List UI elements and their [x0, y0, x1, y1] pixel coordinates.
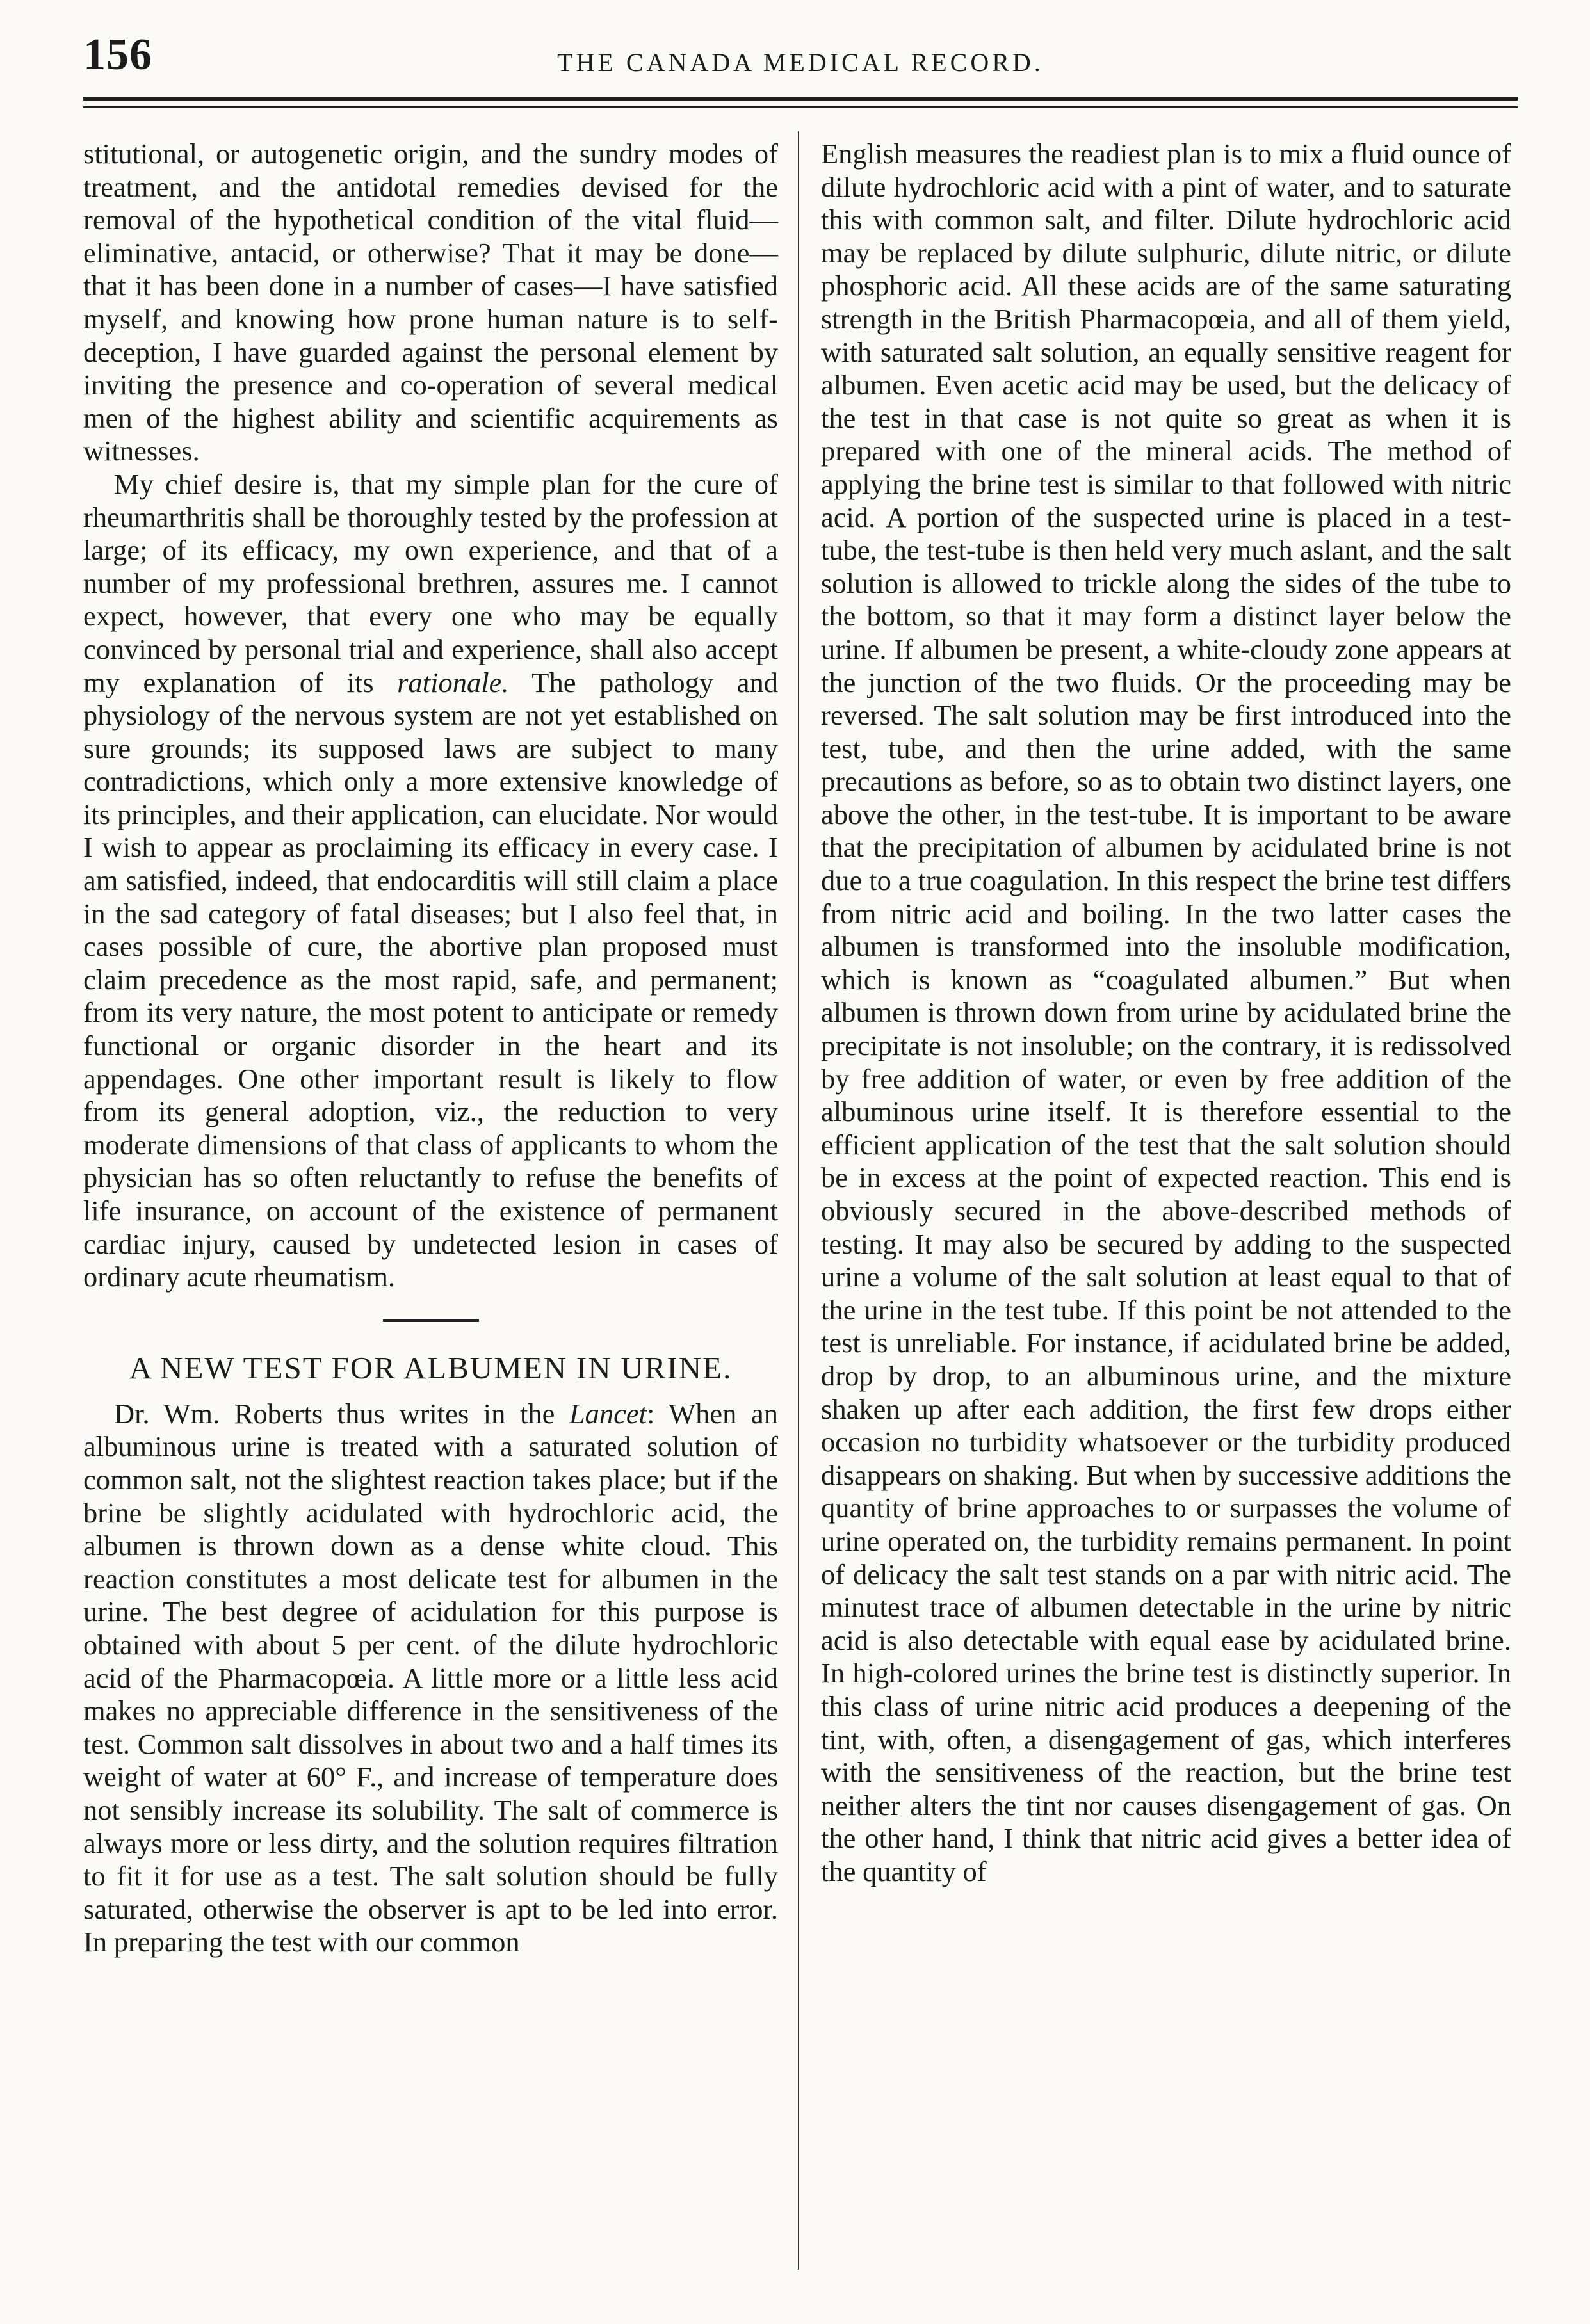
left-column — [83, 138, 778, 1959]
italic-lancet: Lancet — [569, 1397, 647, 1430]
header-rule-thin — [83, 106, 1518, 108]
right-column — [821, 138, 1511, 1888]
header-rule-thick — [83, 97, 1518, 101]
text-span: Dr. Wm. Roberts thus writes in the — [114, 1397, 555, 1430]
journal-title: THE CANADA MEDICAL RECORD. — [557, 48, 1044, 77]
text-span: My chief desire is, that my simple plan for the cure of rheumarthritis shall be thoroughly tested by the profession at large; of its efficacy, my own experience, and that of a number of my professional brethren, assures me. I cannot expect, however, that every one who may be equally convinced by personal trial and experience, shall also accept my explanation of its — [83, 467, 778, 698]
paragraph-continued: stitutional, or autogenetic origin, and the sundry modes of treatment, and the antidotal remedies devised for the removal of the hypothetical condition of the vital fluid—eliminative, antacid, or otherwise? That it may be done—that it has been done in a number of cases—I have satisfied myself, and knowing how prone human nature is to self-deception, I have guarded against the personal element by inviting the presence and co-operation of several medical men of the highest ability and scientific acquirements as witnesses. — [83, 138, 778, 467]
italic-rationale: rationale. — [397, 666, 509, 698]
article-title: A NEW TEST FOR ALBUMEN IN URINE. — [129, 1350, 733, 1385]
page-number: 156 — [83, 30, 152, 79]
paragraph-brine-test: English measures the readiest plan is to mix a fluid ounce of dilute hydrochloric acid with a pint of water, and to saturate this with common salt, and filter. Dilute hydrochloric acid may be replaced by dilute sulphuric, dilute nitric, or dilute phosphoric acid. All these acids are of the same saturating strength in the British Pharmacopœia, and all of them yield, with saturated salt solution, an equally sensitive reagent for albumen. Even acetic acid may be used, but the delicacy of the test in that case is not quite so great as when it is prepared with one of the mineral acids. The method of applying the brine test is similar to that followed with nitric acid. A portion of the suspected urine is placed in a test-tube, the test-tube is then held very much aslant, and the salt solution is allowed to trickle along the sides of the tube to the bottom, so that it may form a distinct layer below the urine. If albumen be present, a white-cloudy zone appears at the junction of the two fluids. Or the proceeding may be reversed. The salt solution may be first introduced into the test, tube, and then the urine added, with the same precautions as before, so as to obtain two distinct layers, one above the other, in the test-tube. It is important to be aware that the precipitation of albumen by acidulated brine is not due to a true coagulation. In this respect the brine test differs from nitric acid and boiling. In the two latter cases the albumen is transformed into the insoluble modification, which is known as “coagulated albumen.” But when albumen is thrown down from urine by acidulated brine the precipitate is not insoluble; on the contrary, it is redissolved by free addition of water, or even by free addition of the albuminous urine itself. It is therefore essential to the efficient application of the test that the salt solution should be in excess at the point of expected reaction. This end is obviously secured in the above-described methods of testing. It may also be secured by adding to the suspected urine a volume of the salt solution at least equal to that of the urine in the test tube. If this point be not attended to the test is unreliable. For instance, if acidulated brine be added, drop by drop, to an albuminous urine, and the mixture shaken up after each addition, the first few drops either occasion no turbidity whatsoever or the turbidity produced disappears on shaking. But when by successive additions the quantity of brine approaches to or surpasses the volume of urine operated on, the turbidity remains permanent. In point of delicacy the salt test stands on a par with nitric acid. The minutest trace of albumen detectable in the urine by nitric acid is also detectable with equal ease by acidulated brine. In high-colored urines the brine test is distinctly superior. In this class of urine nitric acid produces a deepening of the tint, with, often, a disengagement of gas, which interferes with the sensitiveness of the reaction, but the brine test neither alters the tint nor causes disengagement of gas. On the other hand, I think that nitric acid gives a better idea of the quantity of — [821, 138, 1511, 1887]
running-header — [83, 26, 1518, 86]
text-span: The pathology and physiology of the nervous system are not yet established on sure grounds; its supposed laws are subject to many contradictions, which only a more extensive knowledge of its principles, and their application, can elucidate. Nor would I wish to appear as proclaiming its efficacy in every case. I am satisfied, indeed, that endocarditis will still claim a place in the sad category of fatal diseases; but I also feel that, in cases possible of cure, the abortive plan proposed must claim precedence as the most rapid, safe, and permanent; from its very nature, the most potent to anticipate or remedy functional or organic disorder in the heart and its appendages. One other important result is likely to flow from its general adoption, viz., the reduction to very moderate dimensions of that class of applicants to whom the physician has so often reluctantly to refuse the benefits of life insurance, on account of the existence of permanent cardiac injury, caused by undetected lesion in cases of ordinary acute rheumatism. — [83, 666, 779, 1293]
paragraph-roberts — [83, 1398, 778, 1959]
paragraph-chief-desire — [83, 468, 778, 1294]
text-span: : When an albuminous urine is treated with a saturated solution of common salt, not the slightest reaction takes place; but if the brine be slightly acidulated with hydrochloric acid, the albumen is thrown down as a dense white cloud. This reaction constitutes a most delicate test for albumen in the urine. The best degree of acidulation for this purpose is obtained with about 5 per cent. of the dilute hydrochloric acid of the Pharmacopœia. A little more or a little less acid makes no appreciable difference in the sensitiveness of the test. Common salt dissolves in about two and a half times its weight of water at 60° F., and increase of temperature does not sensibly increase its solubility. The salt of commerce is always more or less dirty, and the solution requires filtration to fit it for use as a test. The salt solution should be fully saturated, otherwise the observer is apt to be led into error. In preparing the test with our common — [83, 1397, 779, 1958]
section-divider — [383, 1319, 479, 1322]
column-divider — [798, 131, 799, 2270]
